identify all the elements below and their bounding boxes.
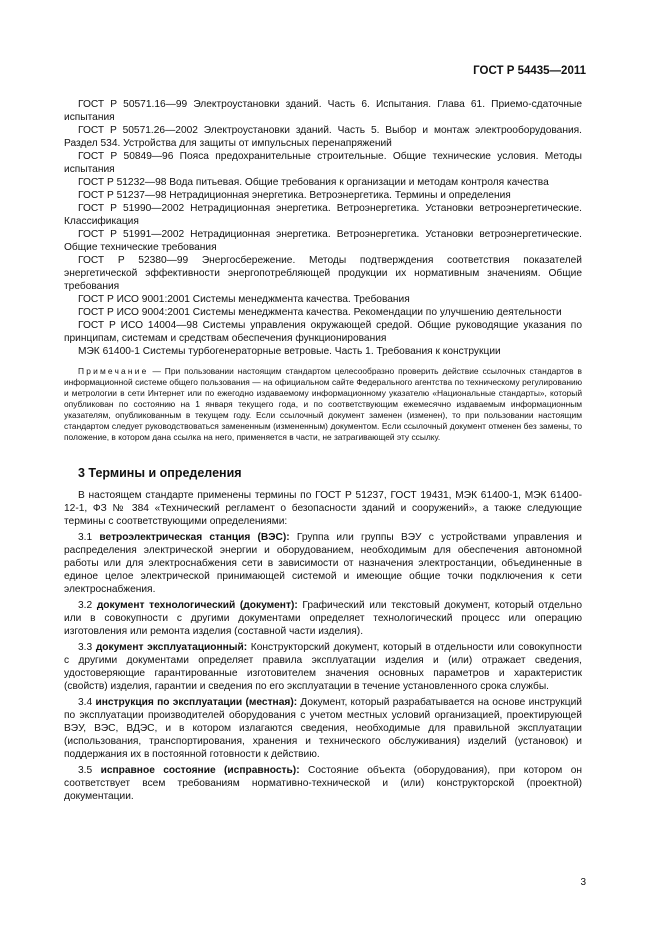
reference-item: ГОСТ Р 51990—2002 Нетрадиционная энергетика. Ветроэнергетика. Установки ветроэнергетические. Классификация [64,203,582,227]
reference-item: МЭК 61400-1 Системы турбогенераторные ветровые. Часть 1. Требования к конструкции [78,346,501,357]
term-number: 3.2 [78,600,93,611]
page-body [64,98,582,803]
term-definition: Группа или группы ВЭУ с устройствами управления и распределения электрической энергии и оборудованием, необходимым для обеспечения автономной работы или для электроснабжения сети в зависимости от назначения электростанции, объединенные в единое целое электрической принимающей системой и имеющие общие точки подключения к сети электроснабжения. [64,532,582,595]
term-number: 3.5 [78,765,93,776]
reference-item: ГОСТ Р 51991—2002 Нетрадиционная энергетика. Ветроэнергетика. Установки ветроэнергетические. Общие технические требования [64,229,582,253]
reference-item: ГОСТ Р ИСО 9001:2001 Системы менеджмента качества. Требования [78,294,410,305]
reference-item: ГОСТ Р 50571.16—99 Электроустановки зданий. Часть 6. Испытания. Глава 61. Приемо-сдаточные испытания [64,99,582,123]
section-intro: В настоящем стандарте применены термины по ГОСТ Р 51237, ГОСТ 19431, МЭК 61400-1, МЭК 61400-12-1, ФЗ № 384 «Технический регламент о безопасности зданий и сооружений», а также следующие термины с соответствующими определениями: [64,490,582,527]
term-name: инструкция по эксплуатации (местная): [95,697,298,708]
term-name: документ технологический (документ): [96,600,298,611]
term-name: ветроэлектрическая станция (ВЭС): [99,532,290,543]
term-definition: Конструкторский документ, который в отдельности или совокупности с другими документами определяет правила эксплуатации изделия и (или) отражает сведения, удостоверяющие гарантированные изготовителем значения основных параметров и характеристик (свойств) изделия, гарантии и сведения по его эксплуатации в течение установленного срока службы. [64,642,582,692]
term-entry [64,531,582,596]
term-entry [64,764,582,803]
document-id: ГОСТ Р 54435—2011 [473,65,586,77]
term-number: 3.4 [78,697,93,708]
reference-item: ГОСТ Р ИСО 9004:2001 Системы менеджмента качества. Рекомендации по улучшению деятельности [78,307,562,318]
reference-item: ГОСТ Р 51232—98 Вода питьевая. Общие требования к организации и методам контроля качества [78,177,549,188]
section-title: 3 Термины и определения [78,466,242,480]
term-name: исправное состояние (исправность): [100,765,300,776]
term-name: документ эксплуатационный: [95,642,248,653]
term-definition: Состояние объекта (оборудования), при котором он соответствует всем требованиям нормативно-технической и (или) конструкторской (проектной) документации. [64,765,582,802]
term-definition: Документ, который разрабатывается на основе инструкций по эксплуатации производителей оборудования с учетом местных условий организацией, проектирующей ВЭУ, ВЭС, ВДЭС, и в котором излагаются сведения, необходимые для правильной эксплуатации (использования, транспортирования, хранения и технического обслуживания) изделий (установок) и поддержания их в постоянной готовности к действию. [64,697,582,760]
reference-item: ГОСТ Р 52380—99 Энергосбережение. Методы подтверждения соответствия показателей энергетической эффективности энергопотребляющей продукции их нормативным значениям. Общие требования [64,255,582,292]
term-entry [64,599,582,638]
note [64,366,582,443]
term-number: 3.1 [78,532,93,543]
reference-item: ГОСТ Р 51237—98 Нетрадиционная энергетика. Ветроэнергетика. Термины и определения [78,190,511,201]
term-definition: Графический или текстовый документ, который отдельно или в совокупности с другими документами определяет технологический процесс или операцию изготовления или ремонта изделия (составной части изделия). [64,600,583,637]
term-number: 3.3 [78,642,93,653]
reference-item: ГОСТ Р ИСО 14004—98 Системы управления окружающей средой. Общие руководящие указания по принципам, системам и средствам обеспечения функционирования [64,320,582,344]
term-entry [64,696,582,761]
note-text: — При пользовании настоящим стандартом целесообразно проверить действие ссылочных стандартов в информационной системе общего пользования — на официальном сайте Федерального агентства по техническому регулированию и метрологии в сети Интернет или по ежегодно издаваемому информационному указателю «Национальные стандарты», который опубликован по состоянию на 1 января текущего года, и по соответствующим ежемесячно издаваемым информационным указателям, опубликованным в текущем году. Если ссылочный документ заменен (изменен), то при пользовании настоящим стандартом следует руководствоваться замененным (измененным) документом. Если ссылочный документ отменен без замены, то положение, в котором дана ссылка на него, применяется в части, не затрагивающей эту ссылку. [64,366,582,442]
term-entry [64,641,582,693]
reference-item: ГОСТ Р 50849—96 Пояса предохранительные строительные. Общие технические условия. Методы испытания [64,151,582,175]
reference-item: ГОСТ Р 50571.26—2002 Электроустановки зданий. Часть 5. Выбор и монтаж электрооборудования. Раздел 534. Устройства для защиты от импульсных перенапряжений [64,125,582,149]
page-number: 3 [580,877,586,888]
note-label: Примечание [78,366,149,376]
